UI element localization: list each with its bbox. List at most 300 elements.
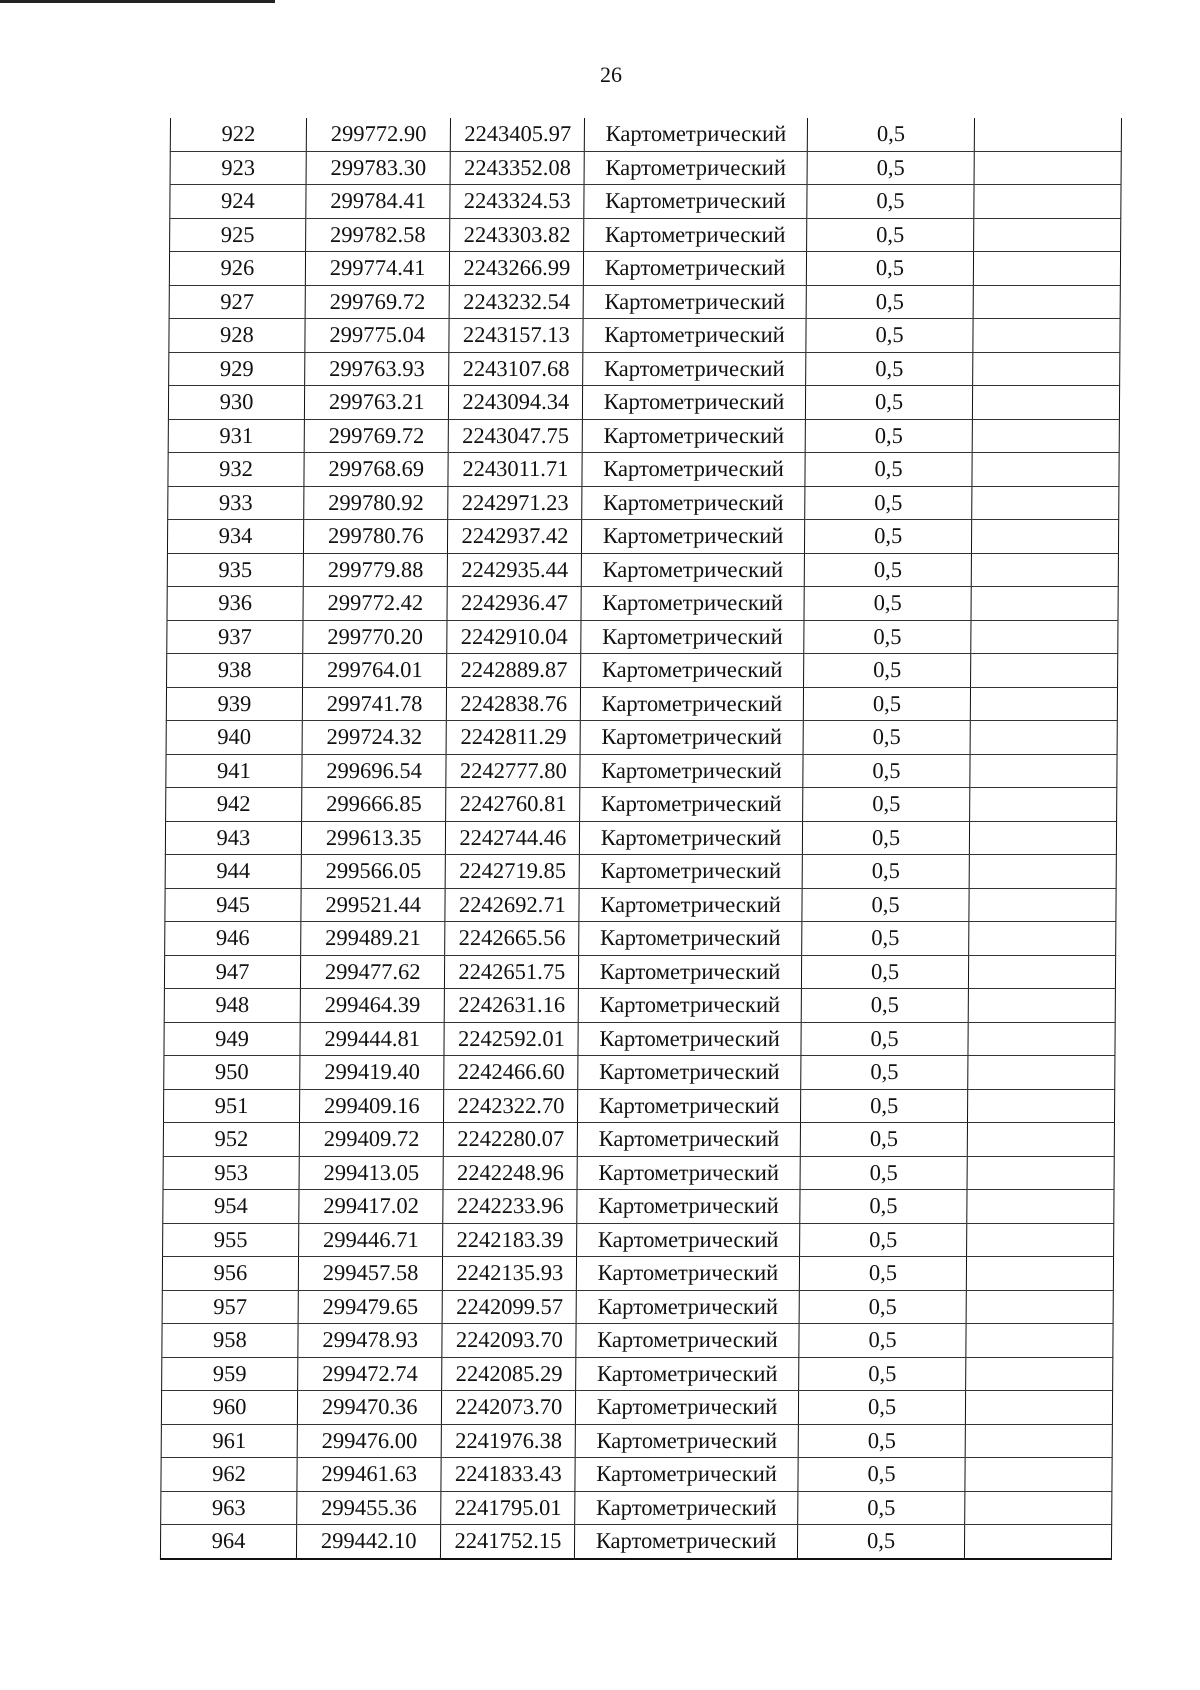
- table-row: [163, 1223, 1114, 1257]
- accuracy-cell: 0,5: [801, 955, 969, 989]
- method-cell: Картометрический: [584, 252, 807, 286]
- x-coordinate-cell: 299769.72: [304, 419, 449, 453]
- y-coordinate-cell: 2242631.16: [445, 989, 579, 1023]
- table-row: [163, 1089, 1114, 1123]
- y-coordinate-cell: 2242322.70: [444, 1089, 578, 1123]
- method-cell: Картометрический: [583, 285, 806, 319]
- method-cell: Картометрический: [580, 821, 803, 855]
- y-coordinate-cell: 2242665.56: [445, 922, 579, 956]
- accuracy-cell: 0,5: [804, 620, 972, 654]
- table-row: [168, 386, 1119, 420]
- accuracy-cell: 0,5: [807, 185, 975, 219]
- y-coordinate-cell: 2242073.70: [442, 1391, 576, 1425]
- point-number-cell: 943: [165, 821, 301, 855]
- accuracy-cell: 0,5: [803, 654, 971, 688]
- method-cell: Картометрический: [578, 1056, 801, 1090]
- method-cell: Картометрический: [576, 1391, 799, 1425]
- x-coordinate-cell: 299413.05: [299, 1156, 444, 1190]
- table-row: [169, 319, 1120, 353]
- point-number-cell: 952: [163, 1123, 299, 1157]
- x-coordinate-cell: 299476.00: [297, 1424, 442, 1458]
- table-row: [161, 1424, 1112, 1458]
- method-cell: Картометрический: [579, 855, 802, 889]
- x-coordinate-cell: 299472.74: [298, 1357, 443, 1391]
- accuracy-cell: 0,5: [805, 386, 973, 420]
- y-coordinate-cell: 2243107.68: [449, 352, 583, 386]
- note-cell: [974, 151, 1121, 185]
- table-row: [166, 754, 1117, 788]
- x-coordinate-cell: 299470.36: [297, 1391, 442, 1425]
- note-cell: [972, 453, 1119, 487]
- point-number-cell: 932: [168, 453, 304, 487]
- y-coordinate-cell: 2242233.96: [443, 1190, 577, 1224]
- point-number-cell: 963: [161, 1491, 297, 1525]
- method-cell: Картометрический: [577, 1190, 800, 1224]
- accuracy-cell: 0,5: [797, 1525, 965, 1559]
- note-cell: [969, 922, 1116, 956]
- x-coordinate-cell: 299566.05: [301, 855, 446, 889]
- table-row: [170, 218, 1121, 252]
- point-number-cell: 956: [162, 1257, 298, 1291]
- accuracy-cell: 0,5: [806, 218, 974, 252]
- note-cell: [966, 1391, 1113, 1425]
- table-row: [168, 419, 1119, 453]
- y-coordinate-cell: 2242889.87: [447, 654, 581, 688]
- y-coordinate-cell: 2243157.13: [449, 319, 583, 353]
- table-row: [161, 1391, 1112, 1425]
- point-number-cell: 930: [168, 386, 304, 420]
- x-coordinate-cell: 299444.81: [300, 1022, 445, 1056]
- table-row: [165, 888, 1116, 922]
- method-cell: Картометрический: [576, 1290, 799, 1324]
- x-coordinate-cell: 299763.21: [304, 386, 449, 420]
- method-cell: Картометрический: [584, 151, 807, 185]
- point-number-cell: 938: [167, 654, 303, 688]
- point-number-cell: 923: [170, 151, 306, 185]
- method-cell: Картометрический: [581, 620, 804, 654]
- accuracy-cell: 0,5: [803, 687, 971, 721]
- table-row: [162, 1357, 1113, 1391]
- x-coordinate-cell: 299784.41: [306, 185, 451, 219]
- note-cell: [970, 821, 1117, 855]
- accuracy-cell: 0,5: [802, 821, 970, 855]
- y-coordinate-cell: 2241752.15: [441, 1525, 575, 1559]
- table-row: [166, 788, 1117, 822]
- method-cell: Картометрический: [578, 1022, 801, 1056]
- accuracy-cell: 0,5: [807, 151, 975, 185]
- method-cell: Картометрический: [584, 218, 807, 252]
- y-coordinate-cell: 2242937.42: [448, 520, 582, 554]
- y-coordinate-cell: 2241795.01: [441, 1491, 575, 1525]
- page-number: 26: [600, 62, 622, 87]
- note-cell: [970, 855, 1117, 889]
- x-coordinate-cell: 299455.36: [297, 1491, 442, 1525]
- point-number-cell: 964: [160, 1525, 296, 1559]
- point-number-cell: 959: [162, 1357, 298, 1391]
- method-cell: Картометрический: [579, 955, 802, 989]
- y-coordinate-cell: 2242248.96: [443, 1156, 577, 1190]
- x-coordinate-cell: 299666.85: [302, 788, 447, 822]
- method-cell: Картометрический: [580, 754, 803, 788]
- accuracy-cell: 0,5: [798, 1357, 966, 1391]
- note-cell: [973, 352, 1120, 386]
- accuracy-cell: 0,5: [801, 989, 969, 1023]
- accuracy-cell: 0,5: [799, 1290, 967, 1324]
- point-number-cell: 937: [167, 620, 303, 654]
- x-coordinate-cell: 299477.62: [300, 955, 445, 989]
- accuracy-cell: 0,5: [798, 1458, 966, 1492]
- note-cell: [967, 1223, 1114, 1257]
- method-cell: Картометрический: [583, 386, 806, 420]
- table-row: [165, 855, 1116, 889]
- point-number-cell: 940: [166, 721, 302, 755]
- y-coordinate-cell: 2242936.47: [447, 587, 581, 621]
- note-cell: [974, 285, 1121, 319]
- table-row: [166, 721, 1117, 755]
- x-coordinate-cell: 299409.72: [299, 1123, 444, 1157]
- accuracy-cell: 0,5: [800, 1089, 968, 1123]
- accuracy-cell: 0,5: [799, 1257, 967, 1291]
- x-coordinate-cell: 299769.72: [305, 285, 450, 319]
- x-coordinate-cell: 299419.40: [300, 1056, 445, 1090]
- table-row: [169, 252, 1120, 286]
- y-coordinate-cell: 2243352.08: [450, 151, 584, 185]
- y-coordinate-cell: 2242971.23: [448, 486, 582, 520]
- y-coordinate-cell: 2242744.46: [446, 821, 580, 855]
- y-coordinate-cell: 2243094.34: [449, 386, 583, 420]
- point-number-cell: 931: [168, 419, 304, 453]
- y-coordinate-cell: 2241976.38: [442, 1424, 576, 1458]
- note-cell: [966, 1324, 1113, 1358]
- point-number-cell: 936: [167, 587, 303, 621]
- y-coordinate-cell: 2242099.57: [443, 1290, 577, 1324]
- note-cell: [967, 1257, 1114, 1291]
- accuracy-cell: 0,5: [805, 419, 973, 453]
- point-number-cell: 955: [163, 1223, 299, 1257]
- top-rule: [0, 0, 275, 3]
- point-number-cell: 934: [167, 520, 303, 554]
- method-cell: Картометрический: [582, 453, 805, 487]
- note-cell: [975, 118, 1122, 151]
- y-coordinate-cell: 2242692.71: [445, 888, 579, 922]
- note-cell: [967, 1156, 1114, 1190]
- method-cell: Картометрический: [575, 1458, 798, 1492]
- x-coordinate-cell: 299489.21: [301, 922, 446, 956]
- point-number-cell: 947: [164, 955, 300, 989]
- x-coordinate-cell: 299521.44: [301, 888, 446, 922]
- note-cell: [972, 520, 1119, 554]
- accuracy-cell: 0,5: [799, 1324, 967, 1358]
- y-coordinate-cell: 2243011.71: [448, 453, 582, 487]
- y-coordinate-cell: 2242651.75: [445, 955, 579, 989]
- x-coordinate-cell: 299783.30: [306, 151, 451, 185]
- note-cell: [971, 654, 1118, 688]
- accuracy-cell: 0,5: [802, 888, 970, 922]
- method-cell: Картометрический: [575, 1491, 798, 1525]
- note-cell: [970, 721, 1117, 755]
- x-coordinate-cell: 299763.93: [305, 352, 450, 386]
- table-row: [160, 1525, 1111, 1559]
- note-cell: [965, 1458, 1112, 1492]
- note-cell: [970, 788, 1117, 822]
- point-number-cell: 924: [170, 185, 306, 219]
- point-number-cell: 927: [169, 285, 305, 319]
- x-coordinate-cell: 299409.16: [299, 1089, 444, 1123]
- accuracy-cell: 0,5: [804, 587, 972, 621]
- table-row: [168, 486, 1119, 520]
- x-coordinate-cell: 299770.20: [303, 620, 448, 654]
- note-cell: [973, 419, 1120, 453]
- table-row: [168, 453, 1119, 487]
- accuracy-cell: 0,5: [800, 1190, 968, 1224]
- note-cell: [971, 687, 1118, 721]
- table-row: [170, 185, 1121, 219]
- point-number-cell: 961: [161, 1424, 297, 1458]
- point-number-cell: 954: [163, 1190, 299, 1224]
- table-row: [169, 285, 1120, 319]
- x-coordinate-cell: 299774.41: [305, 252, 450, 286]
- note-cell: [969, 989, 1116, 1023]
- table-row: [167, 654, 1118, 688]
- note-cell: [965, 1491, 1112, 1525]
- accuracy-cell: 0,5: [801, 1056, 969, 1090]
- x-coordinate-cell: 299782.58: [306, 218, 451, 252]
- method-cell: Картометрический: [582, 553, 805, 587]
- note-cell: [967, 1190, 1114, 1224]
- note-cell: [966, 1357, 1113, 1391]
- point-number-cell: 922: [170, 118, 306, 151]
- table-row: [163, 1190, 1114, 1224]
- x-coordinate-cell: 299446.71: [299, 1223, 444, 1257]
- note-cell: [974, 218, 1121, 252]
- y-coordinate-cell: 2241833.43: [441, 1458, 575, 1492]
- note-cell: [966, 1424, 1113, 1458]
- y-coordinate-cell: 2243266.99: [450, 252, 584, 286]
- method-cell: Картометрический: [581, 587, 804, 621]
- y-coordinate-cell: 2242280.07: [444, 1123, 578, 1157]
- y-coordinate-cell: 2243405.97: [451, 118, 585, 151]
- accuracy-cell: 0,5: [799, 1223, 967, 1257]
- point-number-cell: 951: [163, 1089, 299, 1123]
- method-cell: Картометрический: [579, 888, 802, 922]
- point-number-cell: 945: [165, 888, 301, 922]
- accuracy-cell: 0,5: [798, 1391, 966, 1425]
- table-row: [162, 1290, 1113, 1324]
- point-number-cell: 957: [162, 1290, 298, 1324]
- accuracy-cell: 0,5: [806, 285, 974, 319]
- y-coordinate-cell: 2242811.29: [446, 721, 580, 755]
- accuracy-cell: 0,5: [803, 721, 971, 755]
- point-number-cell: 939: [166, 687, 302, 721]
- y-coordinate-cell: 2242085.29: [442, 1357, 576, 1391]
- y-coordinate-cell: 2242719.85: [446, 855, 580, 889]
- method-cell: Картометрический: [578, 1089, 801, 1123]
- method-cell: Картометрический: [581, 687, 804, 721]
- table-row: [163, 1123, 1114, 1157]
- x-coordinate-cell: 299479.65: [298, 1290, 443, 1324]
- x-coordinate-cell: 299613.35: [301, 821, 446, 855]
- x-coordinate-cell: 299696.54: [302, 754, 447, 788]
- table-row: [167, 620, 1118, 654]
- y-coordinate-cell: 2242183.39: [443, 1223, 577, 1257]
- accuracy-cell: 0,5: [800, 1123, 968, 1157]
- table-row: [166, 687, 1117, 721]
- y-coordinate-cell: 2242592.01: [444, 1022, 578, 1056]
- y-coordinate-cell: 2243232.54: [450, 285, 584, 319]
- note-cell: [965, 1525, 1112, 1559]
- point-number-cell: 926: [169, 252, 305, 286]
- note-cell: [973, 319, 1120, 353]
- table-row: [162, 1257, 1113, 1291]
- table-row: [161, 1491, 1112, 1525]
- x-coordinate-cell: 299780.76: [303, 520, 448, 554]
- table-row: [164, 955, 1115, 989]
- table-row: [165, 821, 1116, 855]
- x-coordinate-cell: 299772.42: [303, 587, 448, 621]
- table-row: [162, 1324, 1113, 1358]
- accuracy-cell: 0,5: [804, 553, 972, 587]
- point-number-cell: 933: [168, 486, 304, 520]
- method-cell: Картометрический: [582, 520, 805, 554]
- note-cell: [974, 185, 1121, 219]
- point-number-cell: 941: [166, 754, 302, 788]
- accuracy-cell: 0,5: [801, 922, 969, 956]
- note-cell: [969, 888, 1116, 922]
- note-cell: [968, 1123, 1115, 1157]
- accuracy-cell: 0,5: [803, 754, 971, 788]
- note-cell: [971, 620, 1118, 654]
- method-cell: Картометрический: [576, 1357, 799, 1391]
- point-number-cell: 958: [162, 1324, 298, 1358]
- table-row: [169, 352, 1120, 386]
- coordinates-table-body: [160, 118, 1121, 1559]
- accuracy-cell: 0,5: [807, 118, 975, 151]
- x-coordinate-cell: 299478.93: [298, 1324, 443, 1358]
- method-cell: Картометрический: [579, 922, 802, 956]
- coordinates-table: [160, 118, 1122, 1560]
- y-coordinate-cell: 2242760.81: [446, 788, 580, 822]
- method-cell: Картометрический: [575, 1424, 798, 1458]
- table-row: [170, 118, 1121, 151]
- point-number-cell: 950: [164, 1056, 300, 1090]
- table-row: [164, 1022, 1115, 1056]
- y-coordinate-cell: 2242838.76: [447, 687, 581, 721]
- table-row: [164, 989, 1115, 1023]
- x-coordinate-cell: 299464.39: [300, 989, 445, 1023]
- method-cell: Картометрический: [581, 654, 804, 688]
- method-cell: Картометрический: [583, 319, 806, 353]
- accuracy-cell: 0,5: [805, 453, 973, 487]
- note-cell: [971, 587, 1118, 621]
- table-row: [163, 1156, 1114, 1190]
- note-cell: [974, 252, 1121, 286]
- x-coordinate-cell: 299724.32: [302, 721, 447, 755]
- method-cell: Картометрический: [577, 1156, 800, 1190]
- x-coordinate-cell: 299442.10: [296, 1525, 441, 1559]
- y-coordinate-cell: 2242466.60: [444, 1056, 578, 1090]
- point-number-cell: 946: [165, 922, 301, 956]
- accuracy-cell: 0,5: [804, 486, 972, 520]
- accuracy-cell: 0,5: [802, 855, 970, 889]
- method-cell: Картометрический: [582, 419, 805, 453]
- accuracy-cell: 0,5: [802, 788, 970, 822]
- method-cell: Картометрический: [579, 989, 802, 1023]
- method-cell: Картометрический: [583, 352, 806, 386]
- x-coordinate-cell: 299764.01: [303, 654, 448, 688]
- x-coordinate-cell: 299461.63: [297, 1458, 442, 1492]
- point-number-cell: 944: [165, 855, 301, 889]
- note-cell: [968, 1022, 1115, 1056]
- note-cell: [972, 553, 1119, 587]
- note-cell: [973, 386, 1120, 420]
- table-row: [167, 520, 1118, 554]
- method-cell: Картометрический: [584, 185, 807, 219]
- x-coordinate-cell: 299741.78: [302, 687, 447, 721]
- point-number-cell: 949: [164, 1022, 300, 1056]
- accuracy-cell: 0,5: [805, 352, 973, 386]
- table-row: [167, 553, 1118, 587]
- method-cell: Картометрический: [577, 1257, 800, 1291]
- y-coordinate-cell: 2242910.04: [447, 620, 581, 654]
- note-cell: [966, 1290, 1113, 1324]
- y-coordinate-cell: 2243047.75: [449, 419, 583, 453]
- table-row: [165, 922, 1116, 956]
- method-cell: Картометрический: [580, 721, 803, 755]
- accuracy-cell: 0,5: [800, 1156, 968, 1190]
- table-row: [161, 1458, 1112, 1492]
- x-coordinate-cell: 299417.02: [299, 1190, 444, 1224]
- note-cell: [968, 1089, 1115, 1123]
- method-cell: Картометрический: [580, 788, 803, 822]
- x-coordinate-cell: 299775.04: [305, 319, 450, 353]
- point-number-cell: 948: [164, 989, 300, 1023]
- method-cell: Картометрический: [575, 1525, 798, 1559]
- table-row: [167, 587, 1118, 621]
- accuracy-cell: 0,5: [804, 520, 972, 554]
- y-coordinate-cell: 2242093.70: [442, 1324, 576, 1358]
- method-cell: Картометрический: [578, 1123, 801, 1157]
- note-cell: [970, 754, 1117, 788]
- method-cell: Картометрический: [585, 118, 808, 151]
- point-number-cell: 942: [166, 788, 302, 822]
- note-cell: [969, 955, 1116, 989]
- x-coordinate-cell: 299772.90: [306, 118, 451, 151]
- accuracy-cell: 0,5: [797, 1491, 965, 1525]
- table-row: [170, 151, 1121, 185]
- point-number-cell: 935: [167, 553, 303, 587]
- y-coordinate-cell: 2242777.80: [446, 754, 580, 788]
- point-number-cell: 928: [169, 319, 305, 353]
- note-cell: [972, 486, 1119, 520]
- x-coordinate-cell: 299457.58: [298, 1257, 443, 1291]
- point-number-cell: 929: [169, 352, 305, 386]
- method-cell: Картометрический: [576, 1324, 799, 1358]
- accuracy-cell: 0,5: [806, 252, 974, 286]
- point-number-cell: 953: [163, 1156, 299, 1190]
- point-number-cell: 960: [161, 1391, 297, 1425]
- y-coordinate-cell: 2242135.93: [443, 1257, 577, 1291]
- x-coordinate-cell: 299768.69: [304, 453, 449, 487]
- accuracy-cell: 0,5: [801, 1022, 969, 1056]
- y-coordinate-cell: 2243324.53: [450, 185, 584, 219]
- method-cell: Картометрический: [582, 486, 805, 520]
- accuracy-cell: 0,5: [806, 319, 974, 353]
- accuracy-cell: 0,5: [798, 1424, 966, 1458]
- method-cell: Картометрический: [577, 1223, 800, 1257]
- note-cell: [968, 1056, 1115, 1090]
- y-coordinate-cell: 2243303.82: [450, 218, 584, 252]
- table-row: [164, 1056, 1115, 1090]
